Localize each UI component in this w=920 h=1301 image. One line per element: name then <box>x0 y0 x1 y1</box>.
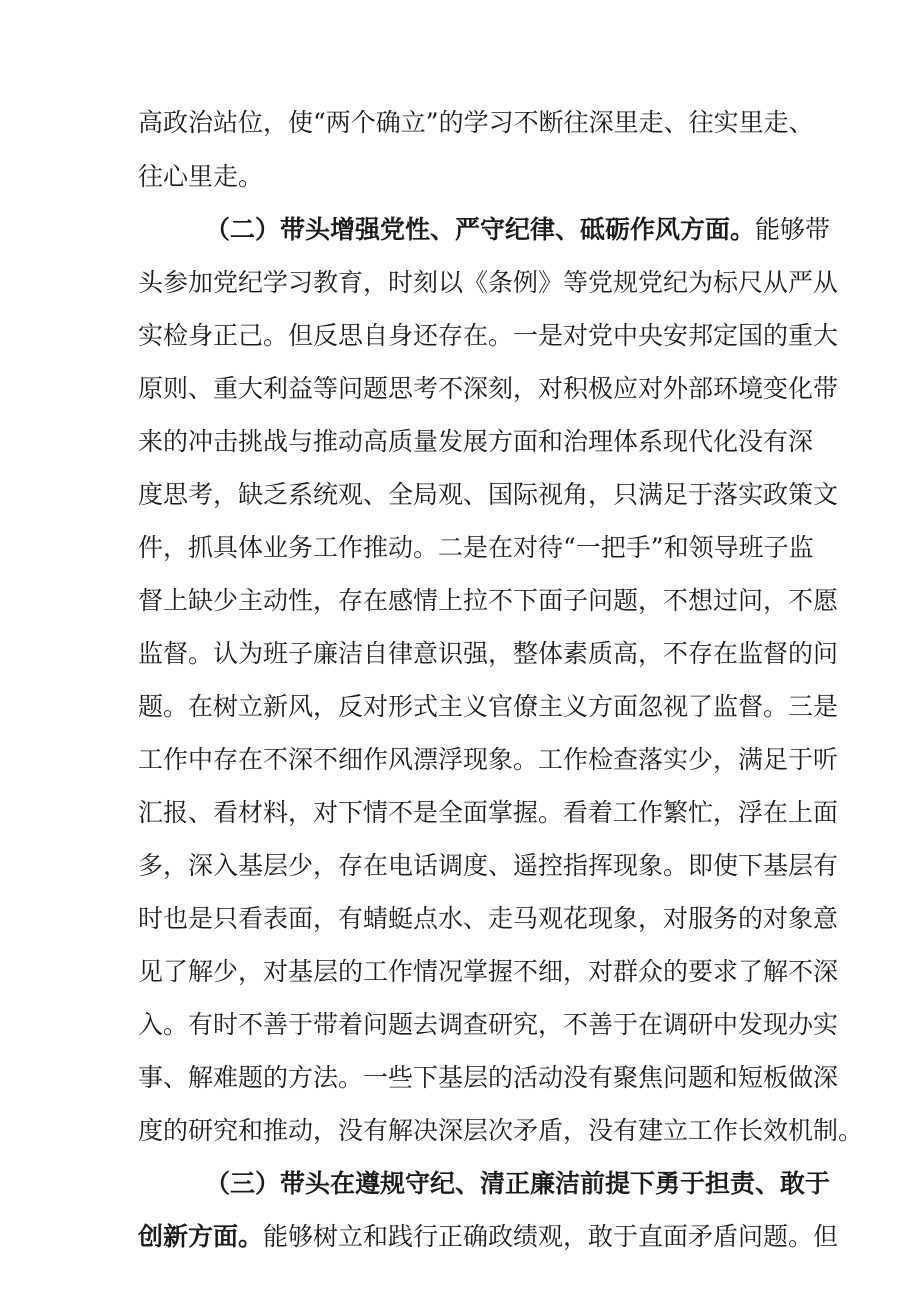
text-line <box>138 369 839 409</box>
text-line <box>138 581 839 621</box>
text-line <box>138 1058 839 1098</box>
line-text: 头参加党纪学习教育，时刻以《条例》等党规党纪为标尺从严从 <box>138 268 839 297</box>
text-line <box>138 316 839 356</box>
section-two-heading-line <box>205 210 831 250</box>
line-text: 件，抓具体业务工作推动。二是在对待“一把手”和领导班子监 <box>138 533 814 562</box>
line-text: 工作中存在不深不细作风漂浮现象。工作检查落实少，满足于听 <box>138 745 839 774</box>
text-line <box>138 422 814 462</box>
text-line <box>138 634 839 674</box>
line-text: 往心里走。 <box>138 162 264 191</box>
text-line <box>138 846 839 886</box>
text-line <box>138 1005 839 1045</box>
line-text: 能够树立和践行正确政绩观，敢于直面矛盾问题。但 <box>263 1222 839 1251</box>
line-text: 督上缺少主动性，存在感情上拉不下面子问题，不想过问，不愿 <box>138 586 839 615</box>
text-line <box>138 793 839 833</box>
text-line <box>138 952 839 992</box>
line-text: 汇报、看材料，对下情不是全面掌握。看着工作繁忙，浮在上面 <box>138 798 839 827</box>
line-text: 题。在树立新风，反对形式主义官僚主义方面忽视了监督。三是 <box>138 692 839 721</box>
section-heading: 创新方面。 <box>138 1222 264 1251</box>
line-text: 高政治站位，使“两个确立”的学习不断往深里走、往实里走、 <box>138 108 814 137</box>
text-line <box>138 687 839 727</box>
text-line <box>138 1111 864 1151</box>
text-line <box>138 899 839 939</box>
line-text: 实检身正己。但反思自身还存在。一是对党中央安邦定国的重大 <box>138 321 839 350</box>
text-line <box>138 157 788 197</box>
text-line <box>138 740 839 780</box>
text-line <box>138 528 814 568</box>
line-text: 事、解难题的方法。一些下基层的活动没有聚焦问题和短板做深 <box>138 1063 839 1092</box>
text-line <box>138 263 839 303</box>
line-text: 时也是只看表面，有蜻蜓点水、走马观花现象，对服务的对象意 <box>138 904 839 933</box>
line-text: 来的冲击挑战与推动高质量发展方面和治理体系现代化没有深 <box>138 427 814 456</box>
section-heading: （三）带头在遵规守纪、清正廉洁前提下勇于担责、敢于 <box>205 1169 831 1198</box>
line-text: 入。有时不善于带着问题去调查研究，不善于在调研中发现办实 <box>138 1010 839 1039</box>
line-text: 度思考，缺乏系统观、全局观、国际视角，只满足于落实政策文 <box>138 480 839 509</box>
line-text: 度的研究和推动，没有解决深层次矛盾，没有建立工作长效机制。 <box>138 1116 864 1145</box>
line-text: 能够带 <box>755 215 831 244</box>
line-text: 原则、重大利益等问题思考不深刻，对积极应对外部环境变化带 <box>138 374 839 403</box>
section-heading: （二）带头增强党性、严守纪律、砥砺作风方面。 <box>205 215 756 244</box>
line-text: 监督。认为班子廉洁自律意识强，整体素质高，不存在监督的问 <box>138 639 839 668</box>
text-line <box>138 103 814 143</box>
text-line <box>138 475 839 515</box>
line-text: 多，深入基层少，存在电话调度、遥控指挥现象。即使下基层有 <box>138 851 839 880</box>
line-text: 见了解少，对基层的工作情况掌握不细，对群众的要求了解不深 <box>138 957 839 986</box>
section-three-heading-continuation <box>138 1217 839 1257</box>
section-three-heading-line <box>205 1164 831 1204</box>
